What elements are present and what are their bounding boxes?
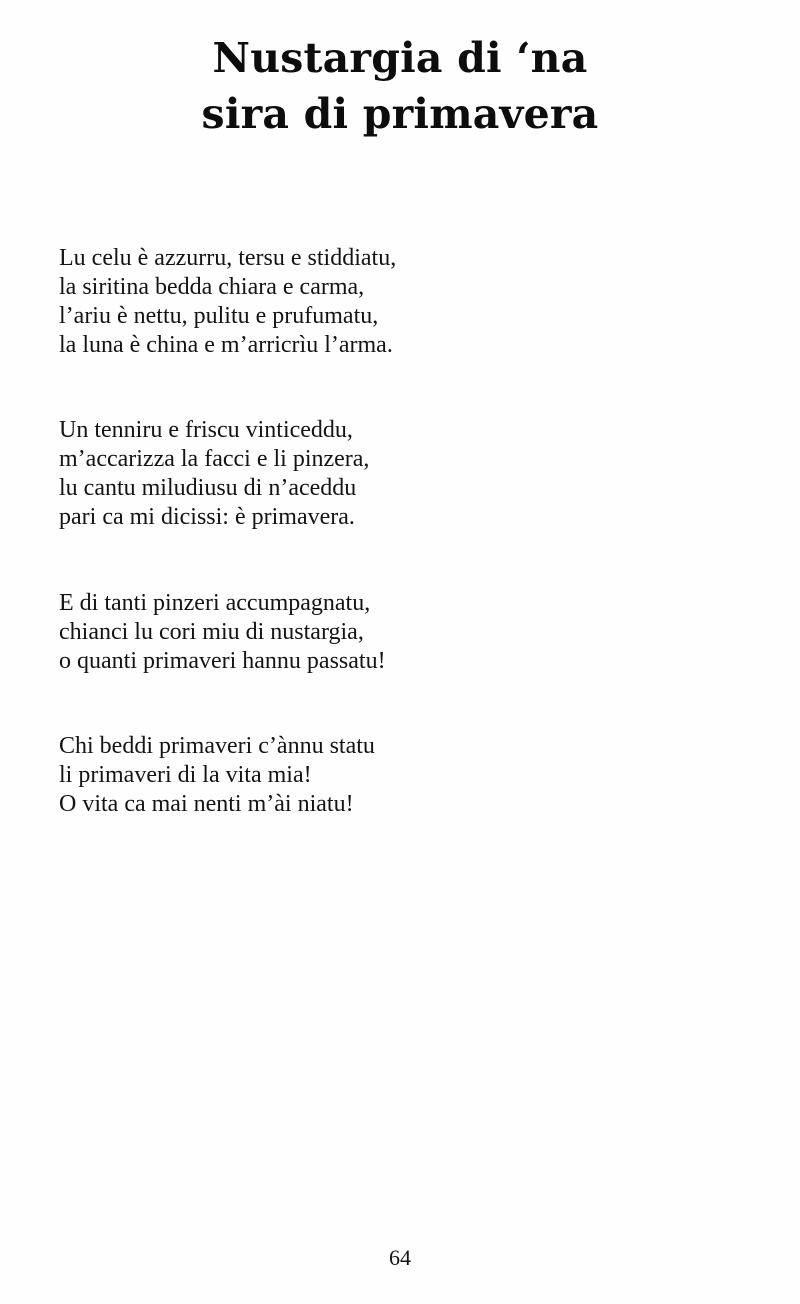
verse-line: Lu celu è azzurru, tersu e stiddiatu, — [59, 245, 397, 271]
stanza-2 — [59, 416, 759, 532]
verse-line: m’accarizza la facci e li pinzera, — [59, 446, 370, 472]
verse-line: O vita ca mai nenti m’ài niatu! — [59, 791, 354, 817]
page-number: 64 — [389, 1245, 411, 1270]
stanza-1 — [59, 244, 759, 360]
verse-line: chianci lu cori miu di nustargia, — [59, 619, 364, 645]
verse-line: Un tenniru e friscu vinticeddu, — [59, 417, 353, 443]
poem-title-line-2: sira di primavera — [201, 90, 599, 138]
poem-title-line-1: Nustargia di ‘na — [212, 34, 588, 82]
verse-line: l’ariu è nettu, pulitu e prufumatu, — [59, 303, 379, 329]
verse-line: lu cantu miludiusu di n’aceddu — [59, 475, 357, 501]
stanza-3 — [59, 589, 759, 676]
poem-title — [0, 30, 800, 142]
verse-line: la siritina bedda chiara e carma, — [59, 274, 365, 300]
stanza-4 — [59, 732, 759, 819]
verse-line: o quanti primaveri hannu passatu! — [59, 648, 386, 674]
verse-line: Chi beddi primaveri c’ànnu statu — [59, 733, 375, 759]
verse-line: la luna è china e m’arricrìu l’arma. — [59, 332, 393, 358]
verse-line: pari ca mi dicissi: è primavera. — [59, 504, 355, 530]
verse-line: li primaveri di la vita mia! — [59, 762, 312, 788]
verse-line: E di tanti pinzeri accumpagnatu, — [59, 590, 371, 616]
